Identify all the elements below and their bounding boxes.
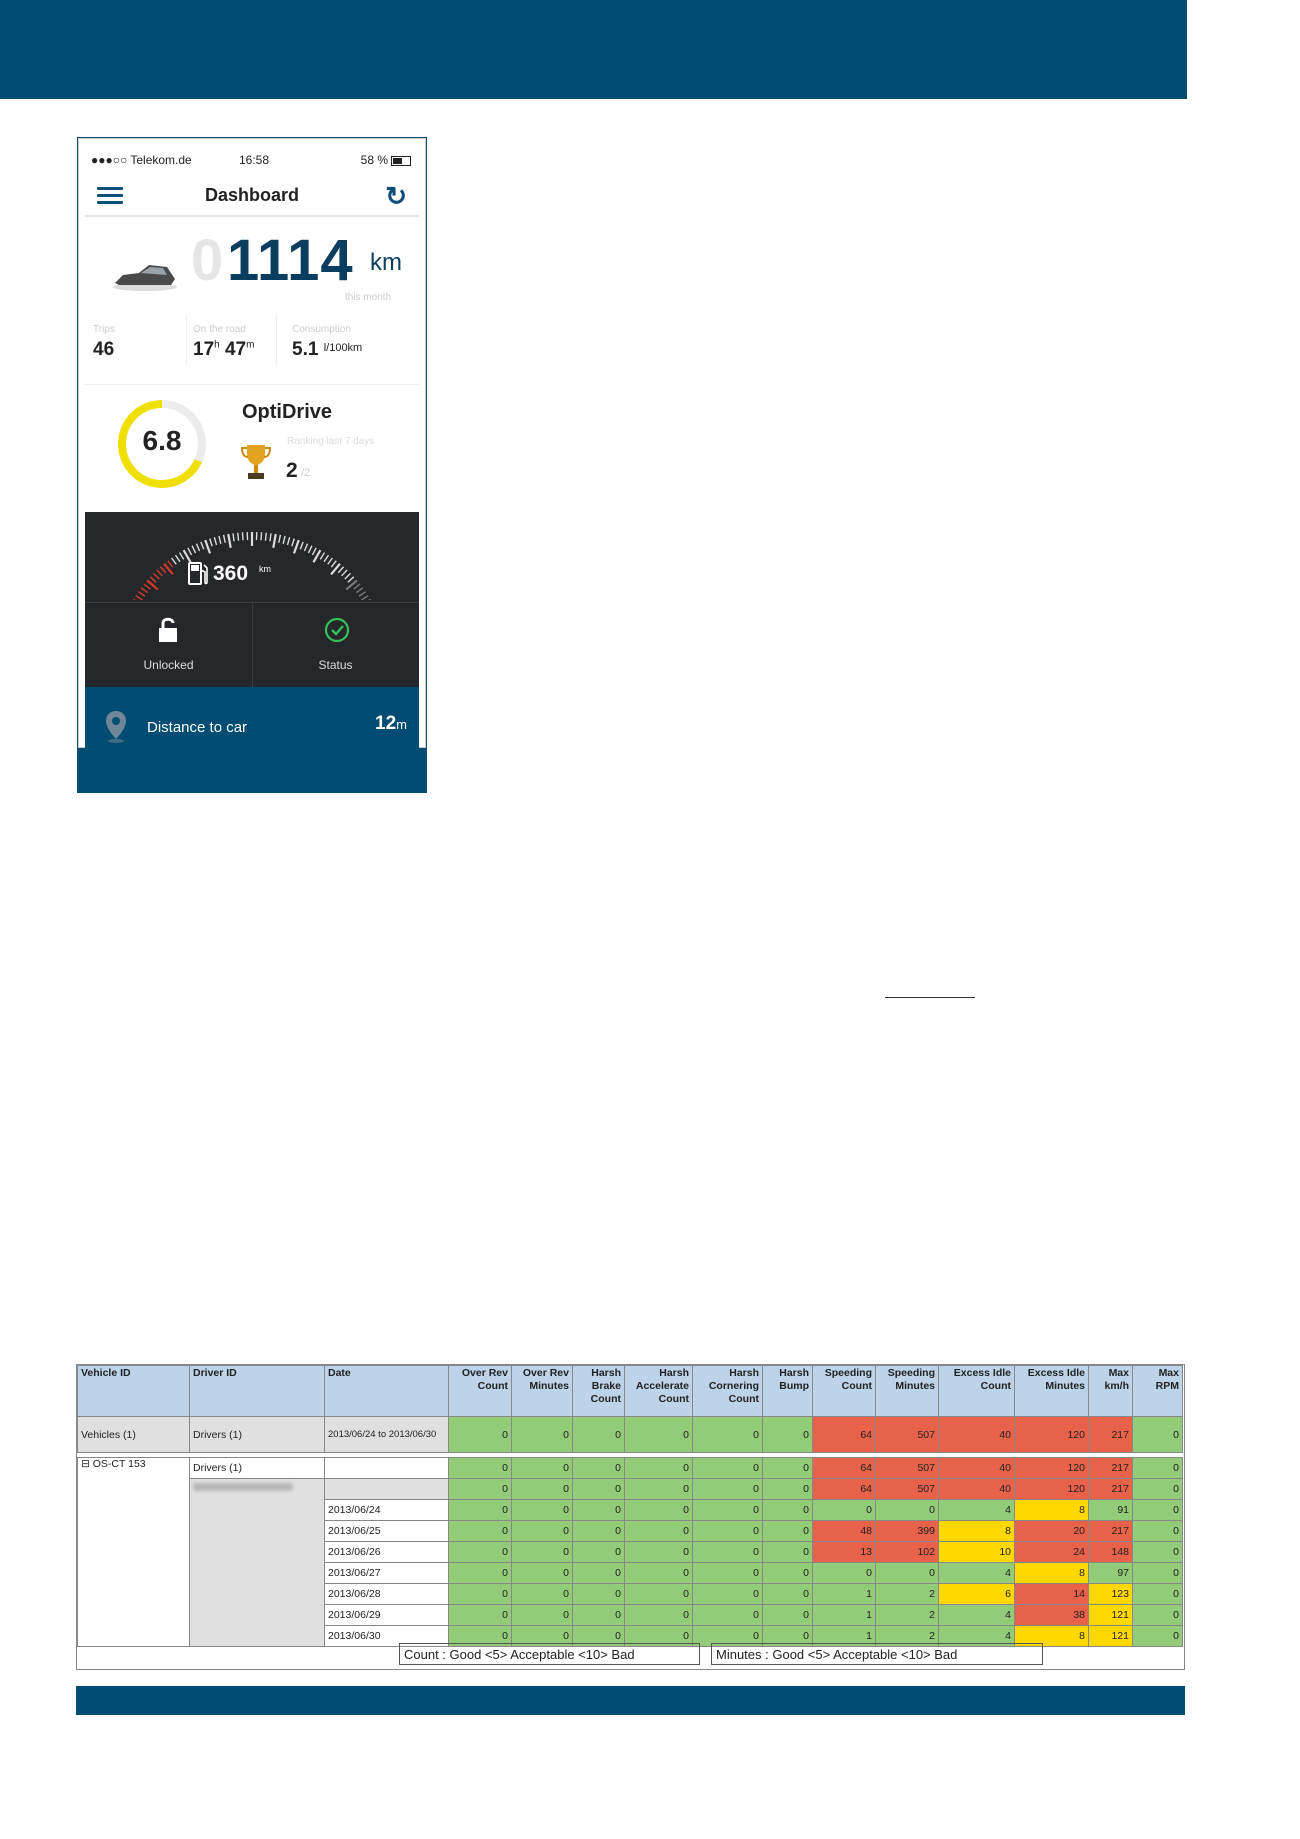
table-cell: 8 [939,1521,1015,1542]
table-cell: 148 [1089,1542,1133,1563]
gauge-tick [172,558,177,565]
gauge-tick [141,588,147,593]
column-header[interactable]: Driver ID [190,1366,325,1417]
table-cell: 64 [813,1479,876,1500]
table-cell: 0 [693,1584,763,1605]
optidrive-title: OptiDrive [242,401,333,423]
gauge-tick [283,536,285,544]
gauge-tick [362,596,369,600]
table-cell: 217 [1089,1521,1133,1542]
fuel-range-unit: km [259,564,271,574]
consumption-value: 5.1 $^{l/100km}$ [292,339,363,360]
table-cell: 507 [876,1417,939,1453]
unlocked-icon[interactable] [157,616,179,644]
table-cell: 0 [876,1563,939,1584]
table-cell: 0 [1133,1563,1183,1584]
table-cell: 123 [1089,1584,1133,1605]
table-cell: 0 [693,1605,763,1626]
gauge-tick [304,544,307,551]
battery-indicator [361,153,411,167]
table-cell: 48 [813,1521,876,1542]
table-cell: 102 [876,1542,939,1563]
optidrive-score: 6.8 [142,425,182,456]
table-cell: 0 [449,1542,512,1563]
gauge-tick [324,555,328,562]
gauge-tick [354,584,360,589]
table-cell: 0 [512,1500,573,1521]
table-cell: 0 [876,1500,939,1521]
car-icon [109,253,179,293]
table-cell: 0 [1133,1458,1183,1479]
table-cell: 0 [693,1542,763,1563]
table-cell: 0 [449,1626,512,1647]
page-title: Dashboard [204,185,300,205]
gauge-tick [265,533,266,541]
nav-bar [85,173,419,217]
table-row [78,1417,1183,1453]
gauge-tick [160,567,165,573]
date-cell [325,1479,449,1500]
odometer-period: this month [345,292,392,303]
table-cell: 0 [512,1521,573,1542]
table-cell: 0 [512,1417,573,1453]
status-check-icon[interactable] [323,616,351,644]
gauge-tick [359,592,366,597]
table-cell: 0 [573,1626,625,1647]
table-cell: 0 [449,1605,512,1626]
trophy-icon [241,441,271,483]
top-banner [0,0,1187,99]
phone-screenshot [78,138,426,748]
table-cell: 2 [876,1626,939,1647]
divider [85,384,419,385]
table-cell: 0 [573,1584,625,1605]
table-cell: 64 [813,1417,876,1453]
ranking-label: Ranking last 7 days [287,436,375,447]
column-header[interactable]: Over Rev Count [449,1366,512,1417]
table-cell: 0 [763,1626,813,1647]
table-cell: 38 [1015,1605,1089,1626]
distance-value: 12m [375,713,407,734]
gauge-tick [136,596,143,600]
gauge-tick [176,555,180,562]
status-label: Status [318,658,353,672]
column-header[interactable]: Excess Idle Count [939,1366,1015,1417]
table-cell: 0 [625,1584,693,1605]
table-header-row [78,1366,1183,1417]
table-cell: 8 [1015,1626,1089,1647]
driver-name-redacted [190,1479,325,1647]
date-cell: 2013/06/29 [325,1605,449,1626]
column-header[interactable]: Harsh Brake Count [573,1366,625,1417]
table-cell: 14 [1015,1584,1089,1605]
driver-cell: Drivers (1) [190,1458,325,1479]
gauge-tick [201,542,204,549]
column-header[interactable]: Date [325,1366,449,1417]
table-cell: 120 [1015,1458,1089,1479]
table-row [78,1458,1183,1479]
table-cell: 8 [1015,1500,1089,1521]
column-header[interactable]: Harsh Bump [763,1366,813,1417]
fuel-pump-icon [187,560,209,586]
table-row [78,1479,1183,1500]
gauge-tick [342,570,348,576]
table-cell: 1 [813,1626,876,1647]
table-cell: 0 [763,1521,813,1542]
trips-value: 46 [93,339,115,360]
consumption-stat [292,324,362,374]
table-cell: 4 [939,1605,1015,1626]
legend [77,1638,1185,1670]
driver-report-table [76,1364,1185,1670]
gauge-tick [270,533,271,541]
table-cell: 0 [693,1458,763,1479]
gauge-tick [214,537,216,545]
gauge-tick [196,544,199,551]
odometer-unit: km [370,249,402,276]
table-cell: 0 [625,1458,693,1479]
vehicle-cell[interactable]: ⊟ OS-CT 153 [78,1458,190,1647]
table-cell: 0 [763,1500,813,1521]
table-cell: 1 [813,1605,876,1626]
table-cell: 0 [693,1500,763,1521]
column-header[interactable]: Harsh Accelerate Count [625,1366,693,1417]
redacted-name [193,1483,293,1491]
table-cell: 0 [1133,1542,1183,1563]
table-cell: 0 [693,1417,763,1453]
table-cell: 4 [939,1563,1015,1584]
driver-cell: Drivers (1) [190,1417,325,1453]
table-cell: 1 [813,1584,876,1605]
gauge-tick [168,561,173,567]
minutes-legend: Minutes : Good <5> Acceptable <10> Bad [711,1643,1043,1665]
table-cell: 40 [939,1417,1015,1453]
table-cell: 507 [876,1458,939,1479]
rank-value: 2 [286,459,298,482]
table-cell: 0 [763,1542,813,1563]
date-cell: 2013/06/25 [325,1521,449,1542]
table-cell: 0 [573,1563,625,1584]
table-cell: 0 [449,1521,512,1542]
table-cell: 120 [1015,1479,1089,1500]
table-cell: 0 [512,1479,573,1500]
stat-divider [276,315,277,365]
carrier-label: ●●●○○ Telekom.de [91,153,192,167]
date-cell: 2013/06/26 [325,1542,449,1563]
table-cell: 0 [763,1458,813,1479]
bottom-banner [76,1686,1185,1715]
vehicle-cell: Vehicles (1) [78,1417,190,1453]
table-cell: 0 [625,1417,693,1453]
table-cell: 24 [1015,1542,1089,1563]
gauge-tick [356,588,362,593]
table-cell: 0 [573,1542,625,1563]
column-header[interactable]: Excess Idle Minutes [1015,1366,1089,1417]
table-cell: 0 [813,1563,876,1584]
table-cell: 0 [449,1417,512,1453]
column-header[interactable]: Speeding Count [813,1366,876,1417]
table-cell: 20 [1015,1521,1089,1542]
table-cell: 0 [693,1563,763,1584]
report-grid [77,1365,1183,1647]
trips-stat [93,324,115,374]
table-cell: 0 [449,1479,512,1500]
table-cell: 0 [512,1542,573,1563]
gauge-tick [233,533,234,541]
gauge-tick [348,577,354,582]
clock: 16:58 [239,153,270,167]
gauge-tick [210,539,212,547]
trips-label: Trips [93,324,115,335]
table-cell: 0 [813,1500,876,1521]
column-header[interactable]: Speeding Minutes [876,1366,939,1417]
table-cell: 0 [763,1563,813,1584]
gauge-tick [180,553,184,560]
date-cell: 2013/06/27 [325,1563,449,1584]
table-cell: 120 [1015,1417,1089,1453]
table-cell: 97 [1089,1563,1133,1584]
gauge-tick [144,584,150,589]
table-cell: 0 [573,1417,625,1453]
table-cell: 4 [939,1500,1015,1521]
date-cell: 2013/06/24 to 2013/06/30 [325,1417,449,1453]
gauge-tick [261,532,262,540]
table-cell: 6 [939,1584,1015,1605]
gauge-tick [150,577,156,582]
gauge-tick [154,573,160,579]
table-cell: 0 [512,1458,573,1479]
gauge-tick [219,536,221,544]
gauge-tick [338,567,343,573]
table-cell: 0 [625,1500,693,1521]
table-cell: 2 [876,1605,939,1626]
gauge-tick [294,540,299,553]
odometer-leading-zero: 0 [191,228,224,293]
consumption-label: Consumption [292,324,351,335]
table-cell: 0 [625,1563,693,1584]
gauge-tick [292,539,294,547]
divider [885,997,975,998]
gauge-tick [320,553,324,560]
table-cell: 0 [763,1417,813,1453]
battery-icon [391,156,411,166]
table-cell: 0 [512,1626,573,1647]
date-cell: 2013/06/28 [325,1584,449,1605]
column-header[interactable]: Max km/h [1089,1366,1133,1417]
gauge-tick [300,542,303,549]
table-cell: 2 [876,1584,939,1605]
table-cell: 0 [763,1605,813,1626]
odometer-value: 1114 [227,228,354,293]
table-cell: 0 [693,1521,763,1542]
table-cell: 0 [1133,1500,1183,1521]
gauge-tick [188,548,192,555]
gauge-tick [331,561,336,567]
distance-label: Distance to car [147,719,248,736]
gauge-tick [192,546,195,553]
table-cell: 0 [625,1605,693,1626]
on-road-value: 17$^h$ 47$^m$ [193,339,255,360]
gauge-tick [308,546,311,553]
table-cell: 0 [625,1521,693,1542]
gauge-tick [228,534,230,548]
table-cell: 0 [449,1563,512,1584]
vehicle-panel [85,512,419,687]
table-cell: 0 [1133,1605,1183,1626]
table-cell: 8 [1015,1563,1089,1584]
table-cell: 217 [1089,1417,1133,1453]
table-cell: 0 [625,1479,693,1500]
table-cell: 0 [625,1542,693,1563]
gauge-tick [242,532,243,540]
column-header[interactable]: Vehicle ID [78,1366,190,1417]
gauge-tick [273,534,275,548]
gauge-tick [279,535,281,543]
table-cell: 0 [573,1500,625,1521]
table-cell: 217 [1089,1479,1133,1500]
table-cell: 0 [449,1500,512,1521]
table-cell: 0 [573,1458,625,1479]
date-cell: 2013/06/30 [325,1626,449,1647]
date-cell: 2013/06/24 [325,1500,449,1521]
table-cell: 121 [1089,1605,1133,1626]
gauge-tick [138,592,145,597]
table-cell: 10 [939,1542,1015,1563]
gauge-tick [205,540,210,553]
table-cell: 40 [939,1479,1015,1500]
table-cell: 0 [625,1626,693,1647]
gauge-tick [157,570,163,576]
table-cell: 0 [693,1479,763,1500]
gauge-tick [345,573,351,579]
table-cell: 0 [512,1584,573,1605]
table-cell: 0 [512,1605,573,1626]
table-cell: 0 [763,1584,813,1605]
table-cell: 0 [693,1626,763,1647]
table-cell: 0 [1133,1584,1183,1605]
table-cell: 64 [813,1458,876,1479]
table-cell: 0 [573,1521,625,1542]
table-cell: 121 [1089,1626,1133,1647]
lock-label: Unlocked [143,658,194,672]
column-header[interactable]: Harsh Cornering Count [693,1366,763,1417]
location-pin-icon [103,709,129,743]
gauge-tick [287,537,289,545]
rank-of: /2 [301,467,311,479]
battery-label: 58 % [360,153,388,167]
table-cell: 0 [449,1458,512,1479]
table-cell: 0 [1133,1626,1183,1647]
date-cell [325,1458,449,1479]
fuel-gauge [105,520,400,600]
table-cell: 217 [1089,1458,1133,1479]
table-cell: 91 [1089,1500,1133,1521]
table-cell: 0 [512,1563,573,1584]
column-header[interactable]: Max RPM [1133,1366,1183,1417]
table-cell: 4 [939,1626,1015,1647]
status-bar [91,153,411,169]
stat-divider [186,315,187,365]
table-cell: 0 [449,1584,512,1605]
table-cell: 0 [1133,1417,1183,1453]
on-road-label: On the road [193,324,246,335]
gauge-tick [224,535,226,543]
gauge-tick [328,558,333,565]
divider [252,602,253,687]
table-cell: 13 [813,1542,876,1563]
gauge-tick [312,548,316,555]
column-header[interactable]: Over Rev Minutes [512,1366,573,1417]
table-cell: 40 [939,1458,1015,1479]
fuel-range-value: 360 [213,562,249,585]
table-cell: 507 [876,1479,939,1500]
table-cell: 0 [1133,1521,1183,1542]
table-cell: 0 [763,1479,813,1500]
refresh-icon[interactable]: ↻ [385,181,407,211]
count-legend: Count : Good <5> Acceptable <10> Bad [399,1643,700,1665]
table-cell: 399 [876,1521,939,1542]
table-cell: 0 [573,1605,625,1626]
gauge-tick [238,533,239,541]
table-cell: 0 [573,1479,625,1500]
distance-bar[interactable] [85,687,419,749]
on-road-stat [193,324,254,374]
table-cell: 0 [1133,1479,1183,1500]
